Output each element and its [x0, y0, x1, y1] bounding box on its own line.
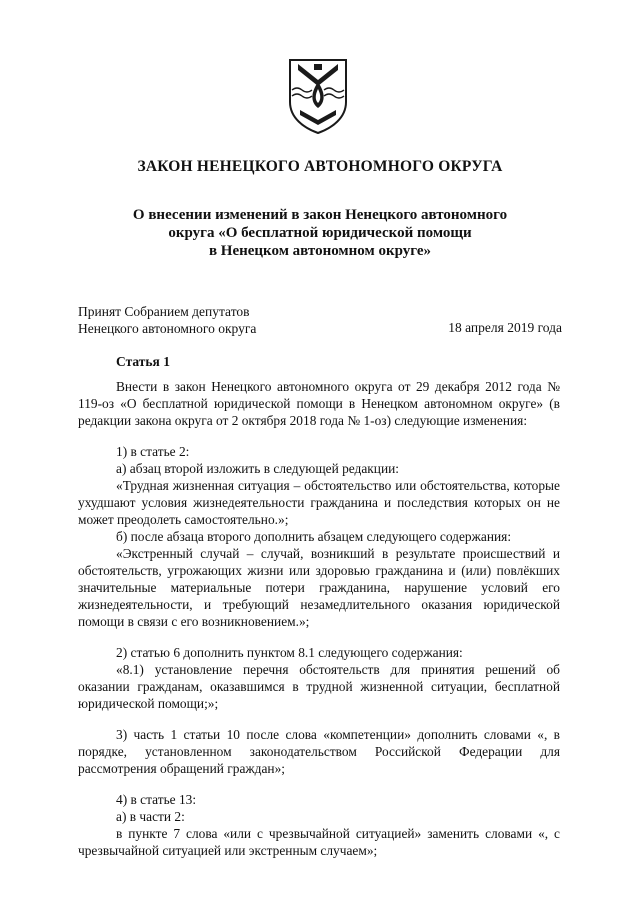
paragraph: 4) в статье 13:: [116, 792, 197, 807]
law-title: ЗАКОН НЕНЕЦКОГО АВТОНОМНОГО ОКРУГА: [137, 158, 503, 175]
subtitle-line: округа «О бесплатной юридической помощи: [168, 225, 472, 241]
law-subtitle: [60, 206, 580, 260]
paragraph: в пункте 7 слова «или с чрезвычайной ситуацией» заменить словами «, с чрезвычайной ситуацией или экстренным случаем»;: [78, 826, 560, 858]
paragraph: б) после абзаца второго дополнить абзацем следующего содержания:: [116, 529, 512, 544]
coat-of-arms-icon: [286, 56, 350, 136]
paragraph: «8.1) установление перечня обстоятельств для принятия решений об оказании гражданам, оказавшимся в трудной жизненной ситуации, бесплатной юридической помощи;»;: [78, 662, 560, 711]
paragraph: 2) статью 6 дополнить пунктом 8.1 следующего содержания:: [116, 645, 463, 660]
adopted-by: [78, 303, 256, 337]
paragraph: 1) в статье 2:: [116, 444, 190, 459]
subtitle-line: О внесении изменений в закон Ненецкого автономного: [132, 207, 508, 223]
paragraph: «Трудная жизненная ситуация – обстоятельство или обстоятельства, которые ухудшают условия жизнедеятельности гражданина и последствия которых он не может преодолеть самостоятельно.»;: [78, 478, 560, 527]
adopted-line: Ненецкого автономного округа: [78, 321, 257, 336]
adoption-date: 18 апреля 2019 года: [448, 320, 562, 335]
subtitle-line: в Ненецком автономном округе»: [208, 243, 432, 259]
paragraph: Внести в закон Ненецкого автономного округа от 29 декабря 2012 года № 119-оз «О бесплатной юридической помощи в Ненецком автономном округе» (в редакции закона округа от 2 октября 2018 года № 1-оз) следующие изменения:: [78, 379, 560, 428]
paragraph: «Экстренный случай – случай, возникший в результате происшествий и обстоятельств, угрожающих жизни или здоровью гражданина и (или) повлёкших значительные материальные потери гражданина, нарушение условий его жизнедеятельности, и требующий незамедлительного оказания юридической помощи в связи с его возникновением.»;: [78, 546, 560, 629]
paragraph: а) абзац второй изложить в следующей редакции:: [116, 461, 400, 476]
paragraph: а) в части 2:: [116, 809, 185, 824]
paragraph: 3) часть 1 статьи 10 после слова «компетенции» дополнить словами «, в порядке, установленном законодательством Российской Федерации для рассмотрения обращений граждан»;: [78, 727, 560, 776]
article-heading: Статья 1: [116, 354, 170, 369]
adopted-line: Принят Собранием депутатов: [78, 304, 250, 319]
article-body: [78, 378, 560, 859]
